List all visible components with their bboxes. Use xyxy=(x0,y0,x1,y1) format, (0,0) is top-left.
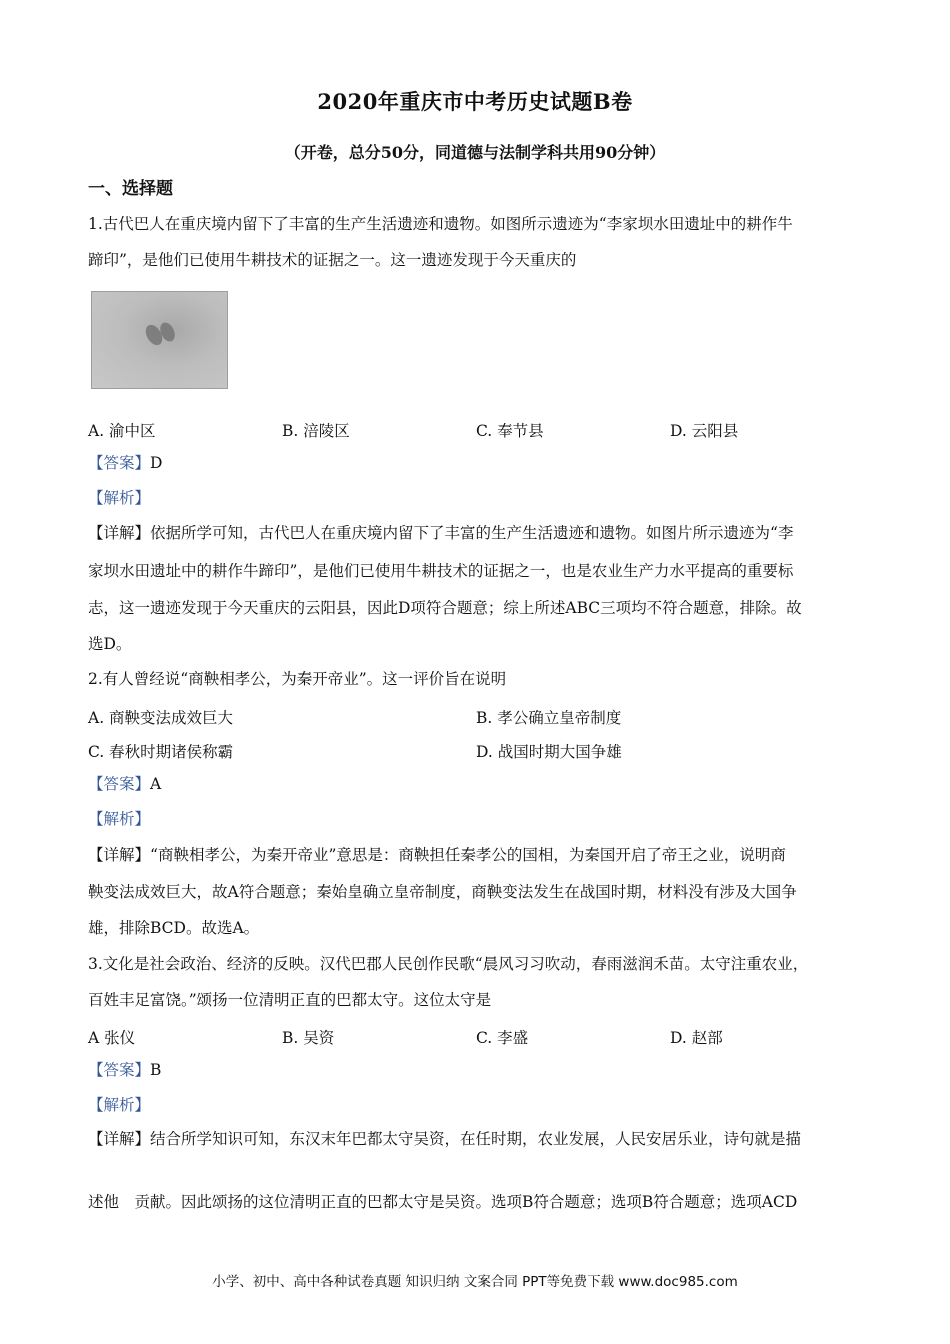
hoofprint-photo xyxy=(91,291,228,389)
q1-detail-line2: 家坝水田遗址中的耕作牛蹄印”，是他们已使用牛耕技术的证据之一，也是农业生产力水平提高的重要标 xyxy=(88,562,794,580)
answer-tag: 【答案】 xyxy=(88,454,151,472)
q3-answer xyxy=(88,1053,868,1088)
q2-option-b: B. 孝公确立皇帝制度 xyxy=(476,709,622,727)
section-heading: 一、选择题 xyxy=(88,179,173,199)
q3-detail-line1 xyxy=(88,1122,868,1157)
answer-tag: 【答案】 xyxy=(88,775,151,793)
q2-stem: 2.有人曾经说“商鞅相孝公，为秦开帝业”。这一评价旨在说明 xyxy=(88,670,507,688)
q1-option-c: C. 奉节县 xyxy=(476,422,544,440)
detail-tag: 【详解】 xyxy=(88,524,151,542)
q2-option-a: A. 商鞅变法成效巨大 xyxy=(88,709,234,727)
q2-analysis-tag: 【解析】 xyxy=(88,810,151,828)
q3-option-b: B. 吴资 xyxy=(282,1029,335,1047)
q3-answer-value: B xyxy=(150,1061,162,1079)
q1-detail-line3: 志，这一遗迹发现于今天重庆的云阳县，因此D项符合题意；综上所述ABC三项均不符合题意，排除。故 xyxy=(88,599,802,617)
page-subtitle: （开卷，总分50分，同道德与法制学科共用90分钟） xyxy=(284,143,666,162)
q1-detail-text: 依据所学可知，古代巴人在重庆境内留下了丰富的生产生活遗迹和遗物。如图片所示遗迹为“李 xyxy=(150,524,794,542)
q2-detail-text: “商鞅相孝公，为秦开帝业”意思是：商鞅担任秦孝公的国相，为秦国开启了帝王之业，说明商 xyxy=(150,846,786,864)
q2-detail-line3: 雄，排除BCD。故选A。 xyxy=(88,919,260,937)
q3-stem-line2: 百姓丰足富饶。”颂扬一位清明正直的巴都太守。这位太守是 xyxy=(88,991,492,1009)
q1-stem-line2: 蹄印”，是他们已使用牛耕技术的证据之一。这一遗迹发现于今天重庆的 xyxy=(88,251,577,269)
q3-detail-line2: 述他 贡献。因此颂扬的这位清明正直的巴都太守是吴资。选项B符合题意；选项B符合题意；选项ACD xyxy=(88,1193,798,1211)
q1-option-d: D. 云阳县 xyxy=(670,422,739,440)
q2-answer-value: A xyxy=(150,775,162,793)
q1-detail-line1 xyxy=(88,516,868,551)
detail-tag: 【详解】 xyxy=(88,1130,151,1148)
page-footer: 小学、初中、高中各种试卷真题 知识归纳 文案合同 PPT等免费下载 www.doc985.com xyxy=(212,1274,738,1290)
page-title: 2020年重庆市中考历史试题B卷 xyxy=(317,89,633,114)
q3-option-a: A 张仪 xyxy=(88,1029,136,1047)
q1-answer xyxy=(88,446,868,481)
q2-detail-line2: 鞅变法成效巨大，故A符合题意；秦始皇确立皇帝制度，商鞅变法发生在战国时期，材料没有涉及大国争 xyxy=(88,883,797,901)
q3-detail-text: 结合所学知识可知，东汉末年巴都太守吴资，在任时期，农业发展，人民安居乐业，诗句就是描 xyxy=(150,1130,802,1148)
q3-option-d: D. 赵部 xyxy=(670,1029,723,1047)
q1-analysis-tag: 【解析】 xyxy=(88,489,151,507)
q2-detail-line1 xyxy=(88,838,868,873)
q1-detail-line4: 选D。 xyxy=(88,635,132,653)
q2-option-d: D. 战国时期大国争雄 xyxy=(476,743,622,761)
answer-tag: 【答案】 xyxy=(88,1061,151,1079)
q2-option-c: C. 春秋时期诸侯称霸 xyxy=(88,743,234,761)
detail-tag: 【详解】 xyxy=(88,846,151,864)
q1-option-a: A. 渝中区 xyxy=(88,422,156,440)
q3-analysis-tag: 【解析】 xyxy=(88,1096,151,1114)
q1-stem-line1: 1.古代巴人在重庆境内留下了丰富的生产生活遗迹和遗物。如图所示遗迹为“李家坝水田遗址中的耕作牛 xyxy=(88,215,793,233)
q3-option-c: C. 李盛 xyxy=(476,1029,529,1047)
q3-stem-line1: 3.文化是社会政治、经济的反映。汉代巴郡人民创作民歌“晨风习习吹动，春雨滋润禾苗。太守注重农业， xyxy=(88,955,809,973)
q1-option-b: B. 涪陵区 xyxy=(282,422,350,440)
q2-answer xyxy=(88,767,868,802)
q1-answer-value: D xyxy=(150,454,163,472)
